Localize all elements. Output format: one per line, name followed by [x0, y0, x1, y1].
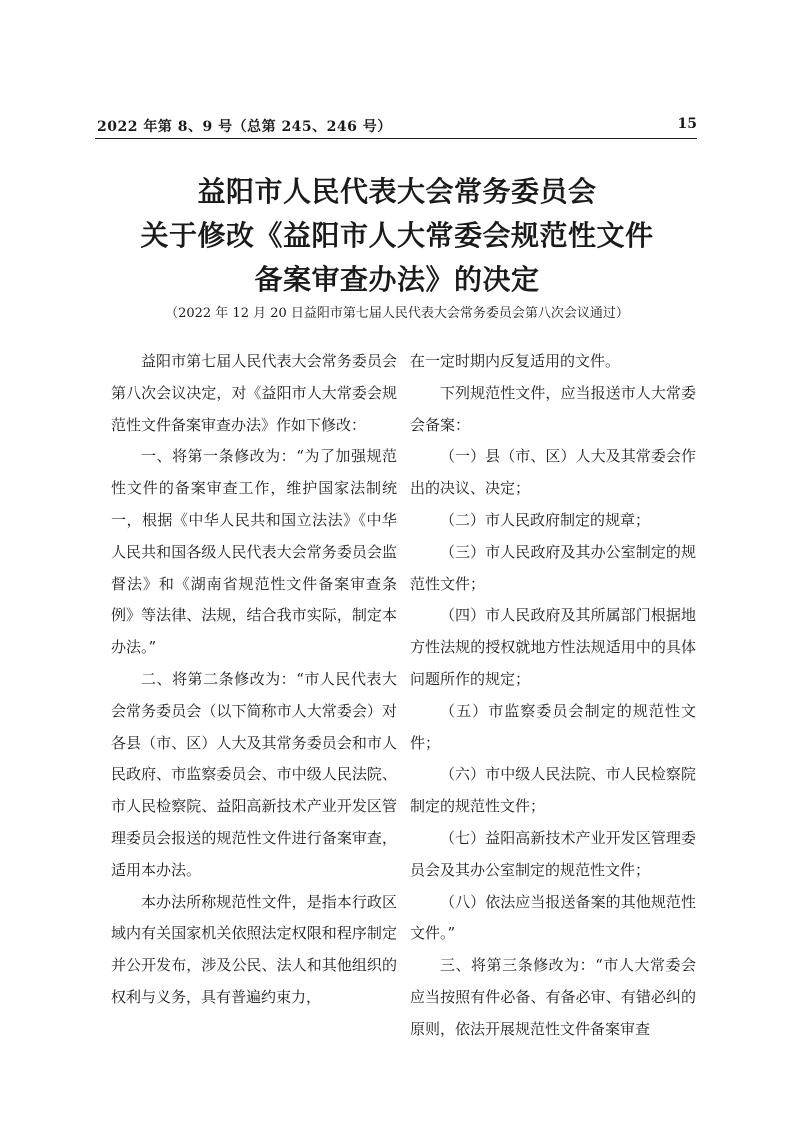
list-item: （四）市人民政府及其所属部门根据地方性法规的授权就地方性法规适用中的具体问题所作的规定；: [410, 606, 696, 688]
paragraph: 三、将第三条修改为：“市人大常委会应当按照有件必备、有备必审、有错必纠的原则，依法开展规范性文件备案审查: [410, 956, 696, 1038]
page-number: 15: [677, 116, 697, 132]
list-item: （七）益阳高新技术产业开发区管理委员会及其办公室制定的规范性文件；: [410, 828, 696, 879]
paragraph: 下列规范性文件，应当报送市人大常委会备案：: [410, 383, 696, 434]
list-item: （五）市监察委员会制定的规范性文件；: [410, 701, 696, 752]
paragraph: 本办法所称规范性文件，是指本行政区域内有关国家机关依照法定权限和程序制定并公开发布，涉及公民、法人和其他组织的权利与义务，具有普遍约束力，: [111, 892, 397, 1006]
issue-number: 2022 年第 8、9 号（总第 245、246 号）: [97, 119, 392, 135]
list-item: （三）市人民政府及其办公室制定的规范性文件；: [410, 542, 696, 593]
list-item: （二）市人民政府制定的规章；: [440, 510, 651, 529]
document-title-block: [95, 170, 699, 324]
right-column: [410, 346, 696, 1046]
document-title-line: 益阳市人民代表大会常务委员会: [197, 175, 597, 208]
page-header: [95, 114, 697, 139]
document-title-line: 备案审查办法》的决定: [254, 263, 540, 296]
list-item: （六）市中级人民法院、市人民检察院制定的规范性文件；: [410, 765, 696, 816]
paragraph-continuation: 在一定时期内反复适用的文件。: [410, 352, 621, 370]
adoption-note: （2022 年 12 月 20 日益阳市第七届人民代表大会常务委员会第八次会议通过）: [165, 306, 629, 321]
list-item: （一）县（市、区）人大及其常委会作出的决议、决定；: [410, 447, 696, 498]
list-item: （八）依法应当报送备案的其他规范性文件。”: [410, 892, 696, 943]
paragraph: 一、将第一条修改为：“为了加强规范性文件的备案审查工作，维护国家法制统一，根据《中华人民共和国立法法》《中华人民共和国各级人民代表大会常务委员会监督法》和《湖南省规范性文件备案审查条例》等法律、法规，结合我市实际，制定本办法。”: [111, 447, 397, 657]
left-column: [111, 346, 397, 1014]
document-title-line: 关于修改《益阳市人大常委会规范性文件: [140, 219, 654, 252]
paragraph: 益阳市第七届人民代表大会常务委员会第八次会议决定，对《益阳市人大常委会规范性文件备案审查办法》作如下修改：: [111, 352, 397, 434]
paragraph: 二、将第二条修改为：“市人民代表大会常务委员会（以下简称市人大常委会）对各县（市、区）人大及其常务委员会和市人民政府、市监察委员会、市中级人民法院、市人民检察院、益阳高新技术产业开发区管理委员会报送的规范性文件进行备案审查，适用本办法。: [111, 669, 397, 879]
